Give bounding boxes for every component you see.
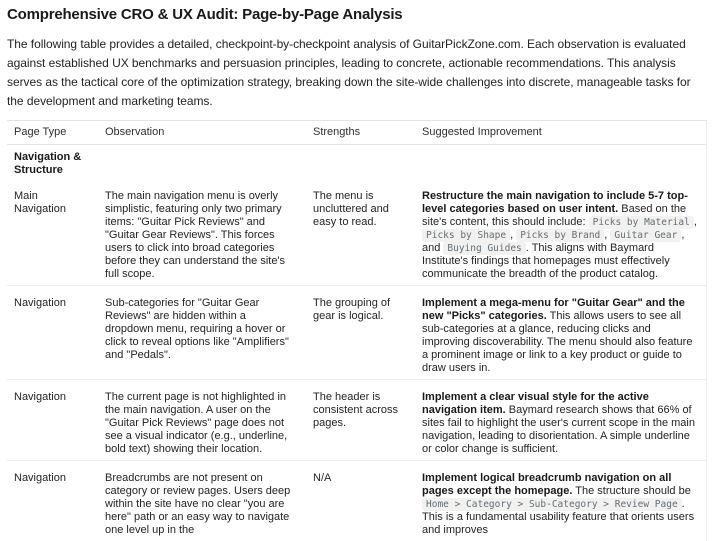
inline-code: Buying Guides [443, 242, 525, 255]
table-row [7, 379, 706, 460]
intro-paragraph: The following table provides a detailed, checkpoint-by-checkpoint analysis of GuitarPickZone.com. Each observation is evaluated against established UX benchmarks and persuasion principles, leading to concrete, actionable recommendations. This analysis serves as the tactical core of the optimization strategy, breaking down the site-wide challenges into discrete, manageable tasks for the development and marketing teams. [7, 37, 691, 108]
cell-observation: Breadcrumbs are not present on category or review pages. Users deep within the site have no clear "you are here" path or an easy way to navigate one level up in the [105, 472, 291, 536]
cell-strengths: N/A [313, 472, 332, 484]
audit-table [7, 120, 707, 541]
inline-code: Guitar Gear [610, 229, 681, 242]
section-row [7, 145, 706, 179]
table-header-row [7, 121, 706, 145]
improvement-lead-text: Implement a clear visual style for the active navigation item. [422, 391, 649, 416]
table-row [7, 460, 706, 541]
inline-code: Home > Category > Sub-Category > Review Page [422, 498, 682, 511]
cell-improvement: Restructure the main navigation to include 5-7 top-level categories based on user intent. Based on the site's content, this should include: Picks by Material , Picks by Shape , Picks by Brand , Guitar Gear , and Buying Guides . This aligns with Baymard Institute's findings that homepages must effectively communicate the breadth of the product catalog. [422, 190, 697, 280]
inline-code: Picks by Brand [516, 229, 604, 242]
column-header-observation: Observation [105, 126, 165, 138]
cell-page-type: Main Navigation [14, 190, 66, 215]
table-body [7, 179, 706, 541]
cell-observation: Sub-categories for "Guitar Gear Reviews" are hidden within a dropdown menu, requiring a hover or click to reveal options like "Amplifiers" and "Pedals". [105, 297, 289, 361]
improvement-lead-text: Implement a mega-menu for "Guitar Gear" and the new "Picks" categories. [422, 297, 685, 322]
cell-improvement: Implement a mega-menu for "Guitar Gear" and the new "Picks" categories. This allows users to see all sub-categories at a glance, reducing clicks and improving discoverability. The menu should also feature a prominent image or link to a key product or guide to draw users in. [422, 297, 693, 374]
improvement-lead-text: Implement logical breadcrumb navigation on all pages except the homepage. [422, 472, 672, 497]
cell-observation: The main navigation menu is overly simplistic, featuring only two primary items: "Guitar Pick Reviews" and "Guitar Gear Reviews". This forces users to click into broad categories before they can understand the site's full scope. [105, 190, 286, 280]
improvement-lead-text: Restructure the main navigation to include 5-7 top-level categories based on user intent. [422, 190, 688, 215]
page-title: Comprehensive CRO & UX Audit: Page-by-Page Analysis [7, 6, 403, 23]
table-row [7, 179, 706, 285]
column-header-page-type: Page Type [14, 126, 67, 138]
cell-page-type: Navigation [14, 297, 66, 309]
cell-strengths: The header is consistent across pages. [313, 391, 398, 429]
section-label: Navigation & Structure [14, 151, 82, 176]
cell-observation: The current page is not highlighted in the main navigation. A user on the "Guitar Pick Reviews" page does not see a visual indicator (e.g., underline, bold text) showing their location. [105, 391, 288, 455]
cell-improvement: Implement a clear visual style for the active navigation item. Baymard research shows that 66% of sites fail to highlight the user's current scope in the main navigation, leading to disorientation. A simple underline or color change is sufficient. [422, 391, 695, 455]
table-row [7, 285, 706, 379]
cell-strengths: The grouping of gear is logical. [313, 297, 391, 322]
cell-page-type: Navigation [14, 391, 66, 403]
inline-code: Picks by Material [589, 216, 694, 229]
cell-page-type: Navigation [14, 472, 66, 484]
column-header-strengths: Strengths [313, 126, 361, 138]
inline-code: Picks by Shape [422, 229, 510, 242]
cell-strengths: The menu is uncluttered and easy to read. [313, 190, 389, 228]
column-header-suggested-improvement: Suggested Improvement [422, 126, 542, 138]
cell-improvement: Implement logical breadcrumb navigation on all pages except the homepage. The structure should be Home > Category > Sub-Category > Review Page . This is a fundamental usability feature that orients users and improves [422, 472, 695, 536]
